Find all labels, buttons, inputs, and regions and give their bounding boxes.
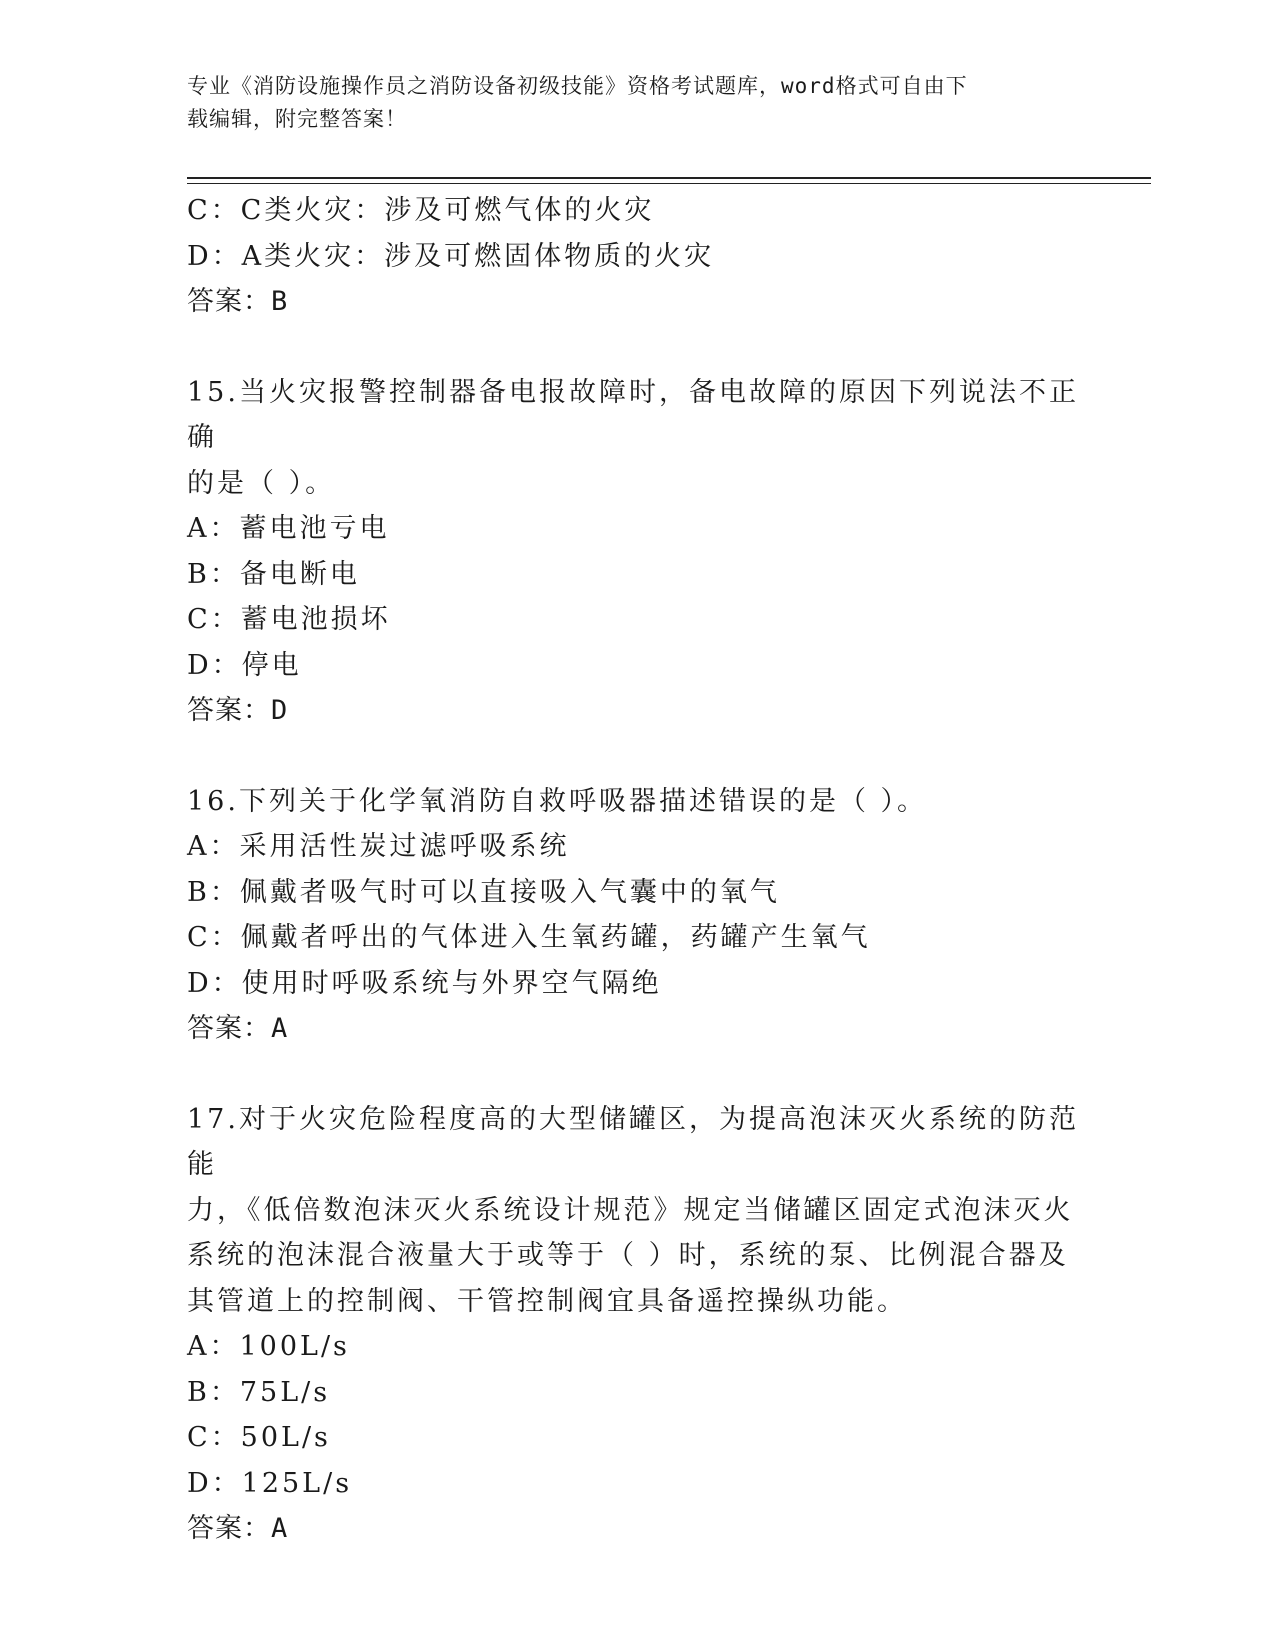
option-b: B：佩戴者吸气时可以直接吸入气囊中的氧气 xyxy=(187,876,780,908)
option-d: D：使用时呼吸系统与外界空气隔绝 xyxy=(187,967,662,999)
header-divider-thick xyxy=(187,177,1151,179)
question-stem-line: 17.对于火灾危险程度高的大型储罐区，为提高泡沫灭火系统的防范能 xyxy=(187,1103,1079,1180)
document-header xyxy=(187,70,1067,136)
answer-label: 答案：B xyxy=(187,286,289,317)
option-b: B：75L/s xyxy=(187,1376,331,1408)
question-15 xyxy=(187,370,1087,734)
option-d: D：125L/s xyxy=(187,1467,353,1499)
question-stem-line: 力，《低倍数泡沫灭火系统设计规范》规定当储罐区固定式泡沫灭火 xyxy=(187,1194,1074,1226)
header-line-1: 专业《消防设施操作员之消防设备初级技能》资格考试题库，word格式可自由下 xyxy=(187,74,968,98)
option-a: A：蓄电池亏电 xyxy=(187,513,390,544)
header-divider-thin xyxy=(187,183,1151,184)
question-stem-line: 的是（ ）。 xyxy=(187,467,336,499)
question-stem-line: 16.下列关于化学氧消防自救呼吸器描述错误的是（ ）。 xyxy=(187,785,928,817)
option-d: D：停电 xyxy=(187,649,302,681)
question-stem-line: 15.当火灾报警控制器备电报故障时，备电故障的原因下列说法不正确 xyxy=(187,376,1079,453)
question-stem-line: 其管道上的控制阀、干管控制阀宜具备遥控操纵功能。 xyxy=(187,1285,907,1317)
option-a: A：100L/s xyxy=(187,1331,350,1362)
option-c: C：蓄电池损坏 xyxy=(187,604,391,635)
option-c: C：佩戴者呼出的气体进入生氧药罐，药罐产生氧气 xyxy=(187,922,871,953)
answer-label: 答案：A xyxy=(187,1013,289,1044)
option-a: A：采用活性炭过滤呼吸系统 xyxy=(187,831,570,862)
option-d: D：A类火灾：涉及可燃固体物质的火灾 xyxy=(187,240,715,272)
question-14-tail xyxy=(187,188,1087,325)
answer-label: 答案：D xyxy=(187,695,289,726)
option-c: C：C类火灾：涉及可燃气体的火灾 xyxy=(187,195,655,226)
question-list xyxy=(187,188,1087,1552)
option-b: B：备电断电 xyxy=(187,558,360,590)
answer-label: 答案：A xyxy=(187,1513,289,1544)
question-stem-line: 系统的泡沫混合液量大于或等于（ ）时，系统的泵、比例混合器及 xyxy=(187,1240,1069,1271)
header-line-2: 载编辑，附完整答案！ xyxy=(187,107,407,131)
option-c: C：50L/s xyxy=(187,1422,331,1453)
question-17 xyxy=(187,1097,1087,1552)
question-16 xyxy=(187,779,1087,1052)
